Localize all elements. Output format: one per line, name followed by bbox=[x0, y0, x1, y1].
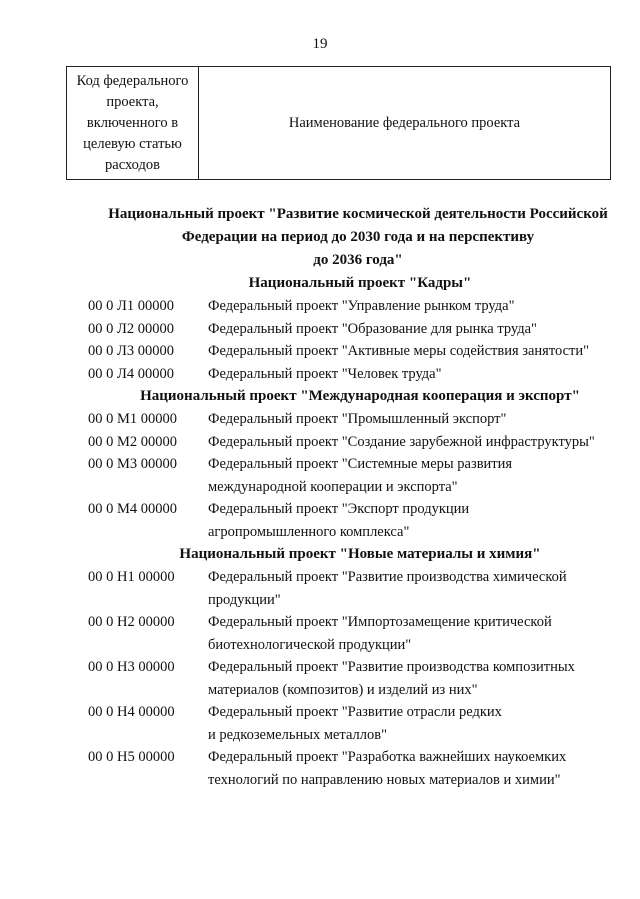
project-name-line: Федеральный проект "Импортозамещение критической bbox=[208, 614, 552, 630]
project-row bbox=[0, 611, 640, 656]
project-code: 00 0 Л2 00000 bbox=[88, 320, 174, 337]
project-name bbox=[208, 746, 601, 791]
header-code-column: Код федерального проекта, включенного в целевую статью расходов bbox=[67, 67, 199, 180]
project-row bbox=[0, 498, 640, 543]
project-code: 00 0 Н4 00000 bbox=[88, 704, 175, 720]
project-row bbox=[0, 363, 640, 386]
project-row bbox=[0, 318, 640, 341]
project-name-line: Федеральный проект "Экспорт продукции bbox=[208, 501, 470, 517]
project-name bbox=[208, 611, 601, 656]
project-name-line: Федеральный проект "Развитие производства композитных bbox=[208, 659, 575, 675]
project-name bbox=[208, 498, 601, 543]
project-code: 00 0 Н3 00000 bbox=[88, 659, 175, 675]
section-heading: Национальный проект "Новые материалы и химия" bbox=[179, 546, 541, 562]
heading-line: до 2036 года" bbox=[313, 252, 403, 268]
project-name: Федеральный проект "Управление рынком труда" bbox=[208, 298, 515, 314]
project-name: Федеральный проект "Создание зарубежной инфраструктуры" bbox=[208, 433, 595, 450]
section-kadry bbox=[0, 272, 640, 385]
project-code: 00 0 М2 00000 bbox=[88, 433, 178, 450]
project-name-line: материалов (композитов) и изделий из них" bbox=[208, 681, 478, 698]
column-header-table bbox=[66, 66, 611, 180]
project-name-line: Федеральный проект "Развитие производства химической bbox=[208, 569, 567, 585]
project-name bbox=[208, 566, 601, 611]
table-header-row bbox=[67, 67, 611, 180]
project-row bbox=[0, 656, 640, 701]
section-space bbox=[0, 203, 640, 272]
page-number: 19 bbox=[312, 36, 328, 52]
project-code: 00 0 Н2 00000 bbox=[88, 614, 175, 630]
project-name-line: Федеральный проект "Развитие отрасли редких bbox=[208, 704, 502, 720]
project-name-line: агропромышленного комплекса" bbox=[208, 523, 410, 540]
project-row bbox=[0, 746, 640, 791]
project-name-line: и редкоземельных металлов" bbox=[208, 726, 387, 743]
project-name: Федеральный проект "Активные меры содействия занятости" bbox=[208, 343, 590, 359]
section-materials bbox=[0, 543, 640, 791]
project-row bbox=[0, 408, 640, 431]
project-name-line: биотехнологической продукции" bbox=[208, 636, 412, 653]
project-name-line: международной кооперации и экспорта" bbox=[208, 478, 458, 495]
project-code: 00 0 Л1 00000 bbox=[88, 298, 174, 314]
project-name bbox=[208, 453, 601, 498]
project-row bbox=[0, 453, 640, 498]
project-code: 00 0 Н1 00000 bbox=[88, 569, 175, 585]
project-name bbox=[208, 701, 601, 746]
section-heading: Национальный проект "Международная кооперация и экспорт" bbox=[140, 388, 580, 404]
project-row bbox=[0, 295, 640, 318]
document-body bbox=[0, 203, 640, 791]
project-row bbox=[0, 566, 640, 611]
project-name-line: Федеральный проект "Системные меры развития bbox=[208, 456, 513, 472]
header-name-column: Наименование федерального проекта bbox=[199, 67, 611, 180]
project-name-line: Федеральный проект "Разработка важнейших наукоемких bbox=[208, 749, 567, 765]
project-code: 00 0 М1 00000 bbox=[88, 411, 178, 427]
section-heading: Национальный проект "Кадры" bbox=[248, 275, 472, 291]
project-name-line: технологий по направлению новых материалов и химии" bbox=[208, 771, 561, 788]
project-name bbox=[208, 656, 601, 701]
project-code: 00 0 Л4 00000 bbox=[88, 365, 174, 382]
section-heading bbox=[0, 203, 640, 272]
heading-line: Федерации на период до 2030 года и на перспективу bbox=[181, 229, 535, 245]
project-row bbox=[0, 431, 640, 454]
project-code: 00 0 Л3 00000 bbox=[88, 343, 174, 359]
project-code: 00 0 М3 00000 bbox=[88, 456, 178, 472]
project-name: Федеральный проект "Образование для рынка труда" bbox=[208, 320, 537, 337]
heading-line: Национальный проект "Развитие космической деятельности Российской bbox=[108, 206, 608, 222]
project-name: Федеральный проект "Промышленный экспорт" bbox=[208, 411, 507, 427]
project-name: Федеральный проект "Человек труда" bbox=[208, 365, 442, 382]
project-code: 00 0 Н5 00000 bbox=[88, 749, 175, 765]
project-row bbox=[0, 701, 640, 746]
project-code: 00 0 М4 00000 bbox=[88, 501, 178, 517]
project-row bbox=[0, 340, 640, 363]
section-export bbox=[0, 385, 640, 543]
project-name-line: продукции" bbox=[208, 591, 281, 608]
